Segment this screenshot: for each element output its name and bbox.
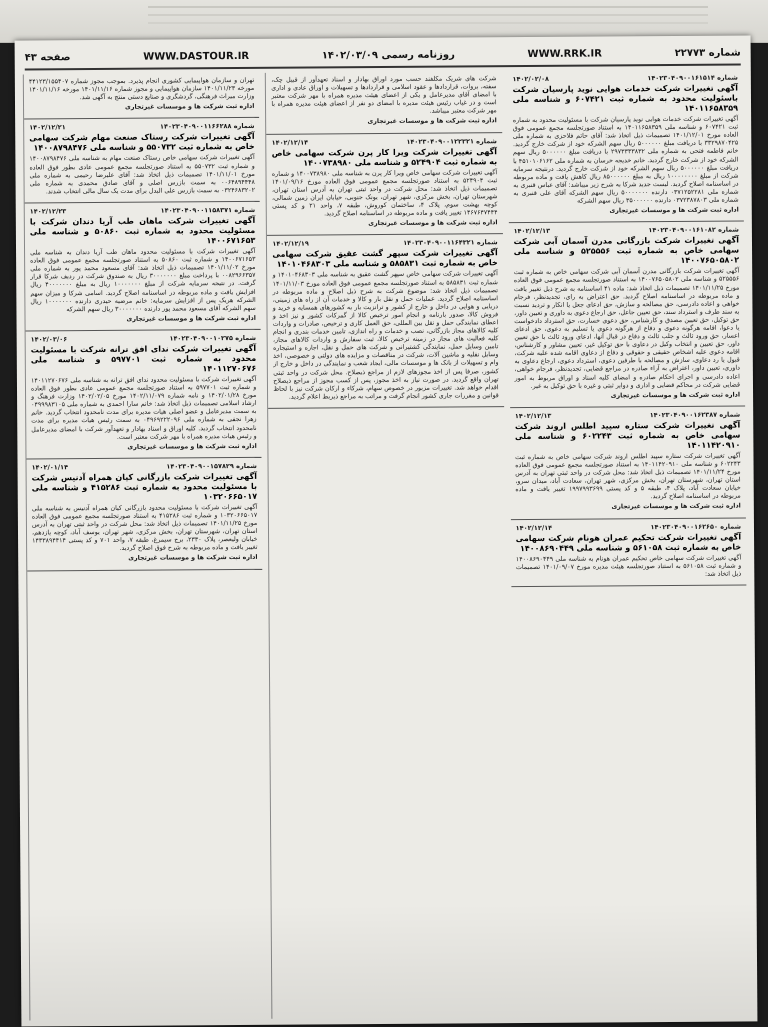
announcement	[507, 69, 743, 223]
announcement-title: آگهی تغییرات شرکت ندای افق ترانه شرکت با مسئولیت محدود به شماره ثبت ۵۹۷۷۰۱ و شناسه ملی ۱۴۰۱۱۲۷۰۶۷۶	[30, 343, 257, 374]
gazette-page	[15, 35, 758, 1026]
registry-office-signature: اداره ثبت شرکت ها و موسسات غیرتجاری	[126, 314, 256, 323]
announcement-body: شرکت های شریک مکلفند حسب مورد اوراق بهادار و اسناد تعهدآور از قبیل چک، سفته، بروات، قراردادها و عقود اسلامی و قراردادها و تسهیلات و اوراق عادی و اداری با امضای آقای مدیرعامل و یکی از اعضای هیئت مدیره همراه با مهر شرکت معتبر است و در غیاب رئیس هیئت مدیره با امضای دو نفر از اعضای هیئت مدیره همراه با مهر شرکت معتبر میباشد.	[271, 75, 497, 116]
announcement-meta	[514, 226, 739, 236]
announcement-meta	[29, 122, 254, 132]
announcement-body: آگهی تغییرات شرکت بازرگانی مدرن آسمان آبی شرکت سهامی خاص به شماره ثبت ۵۲۵۵۵۶ و شناسه ملی ۱۴۰۰۷۶۵۰۵۸۰۲ به استناد صورتجلسه مجمع عمومی فوق العاده مورخ ۱۴۰۱/۱۱/۲۵ تصمیمات ذیل اتخاذ شد: ماده ۴۱ اساسنامه به شرح ذیل تغییر یافت و ماده مربوطه در اساسنامه اصلاح گردید. حق اعتراض به رای، تجدیدنظر، فرجام خواهی و اعاده دادرسی، حق مصالحه و سازش، حق ادعای جعل یا انکار و تردید نسبت به سند طرف و استرداد سند، حق تعیین جاعل، حق ارجاع دعوی به داوری و تعیین داور، حق توکیل، حق تعیین مصدق و کارشناس، حق دعوی خسارت، حق استرداد دادخواست یا دعوا، اقامه هرگونه دعوی و دفاع از هرگونه دعوی یا تسلیم به دعوی، حق ادعای اعسار، حق ورود ثالث و جلب ثالث و دفاع در قبال آنها، ادعای ورود ثالث با حق تعیین داور، حق تعیین و انتخاب وکیل در دعاوی با حق توکیل غیر، تعیین مشاور و کارشناس، اقامه دعوی علیه اشخاص حقیقی و حقوقی و دفاع از دعاوی اقامه شده علیه شرکت، قبول یا رد دعاوی، سازش و مصالحه با طرفین دعوی، استرداد دعوی، ارجاع دعاوی به داوری، تعیین داور، اعتراض به آراء صادره در مراجع قضایی، تجدیدنظر، فرجام خواهی، اعاده دادرسی و اجرای احکام صادره و امضای کلیه اسناد و اوراق مربوط به امور قضایی شرکت در محاکم قضایی و اداری و دوایر ثبتی و غیره با حق توکیل به غیر.	[513, 267, 741, 390]
column-right	[507, 69, 749, 1017]
announcement-meta	[32, 462, 257, 472]
announcement-date: ۱۴۰۲/۱۲/۱۳	[514, 411, 552, 420]
issue-number: شماره ۲۲۷۷۳	[674, 47, 741, 59]
registry-office-signature: اداره ثبت شرکت ها و موسسات غیرتجاری	[127, 442, 257, 451]
announcement	[509, 222, 746, 408]
page-header	[25, 42, 741, 71]
announcement-number: شماره ۱۴۰۲۳۰۴۰۹۰۰۱۶۲۶۵۰	[650, 522, 742, 531]
announcement-number: شماره ۱۴۰۲۳۰۴۰۹۰۰۱۰۲۷۵	[169, 333, 257, 343]
announcement-number: شماره ۱۴۰۲۳۰۴۰۹۰۰۱۶۲۳۸۷	[649, 410, 741, 419]
announcement	[266, 71, 502, 134]
announcement-body: آگهی تغییرات شرکت سهامی خاص سپهر گشت عقیق به شناسه ملی ۱۴۰۱۰۴۶۸۳۰۳ و شماره ثبت ۵۸۵۸۳۱ به استناد صورتجلسه مجمع عمومی فوق العاده مورخ ۱۴۰۱/۱۱/۰۳ تصمیمات ذیل اتخاذ شد: موضوع شرکت به شرح ذیل اصلاح و ماده مربوطه در اساسنامه اصلاح گردید. عملیات حمل و نقل بار و کالا و خدمات آن از راه های زمینی، دریایی و هوایی در داخل و خارج از کشور و ترانزیت بار به کشورهای همسایه و خرید و فروش کالا، صدور بارنامه و انجام امور ترخیص کالا از گمرکات کشور و نیز اخذ و اعطای نمایندگی حمل و نقل بین المللی، حق العمل کاری و ترخیص، صادرات و واردات کلیه کالاهای مجاز بازرگانی، نصب و خدمات و راه اندازی، تامین خدمات بندری و انجام کلیه فعالیت های مجاز در زمینه ترخیص کالا، ثبت سفارش و واردات کالاهای مجاز، تامین وسایل حمل، نمایندگی کشتیرانی و شرکت های حمل و نقل، اجاره و استیجاره وسایل نقلیه و ماشین آلات، شرکت در مناقصات و مزایده های دولتی و خصوصی، اخذ وام و تسهیلات از بانک ها و موسسات مالی، ایجاد شعب و نمایندگی در داخل و خارج از کشور، صرفا پس از اخذ مجوزهای لازم از مراجع ذیصلاح. محل شرکت در واحد ثبتی تهران واقع گردید. در صورت نیاز به اخذ مجوز، پس از کسب مجوز از مراجع ذیصلاح اقدام خواهد شد. تغییرات مزبور در خصوص سهام، شرکاء و ارکان شرکت نیز با لحاظ قوانین و مقررات جاری کشور انجام گرفت و مراتب به مراجع ذیربط اعلام گردید.	[272, 270, 499, 401]
columns	[23, 69, 750, 1020]
announcement-number: شماره ۱۴۰۲۳۰۴۰۹۰۰۱۱۶۴۳۲۱	[403, 238, 498, 248]
page-number: صفحه ۴۳	[24, 51, 71, 64]
announcement-title: آگهی تغییرات شرکت خدمات هوایی نوید پارسیان شرکت باسئولیت محدود به شماره ثبت ۶۰۷۴۲۱ و شناسه ملی ۱۴۰۱۱۶۵۸۳۵۹	[512, 83, 739, 114]
announcement-date: ۱۴۰۲/۱۲/۲۱	[29, 123, 66, 132]
announcement-number: شماره ۱۴۰۲۳۰۴۰۹۰۰۱۶۱۰۸۲	[648, 225, 739, 235]
announcement-body: آگهی تغییرات شرکت سهامی خاص تحکیم عمران هونام به شناسه ملی ۱۴۰۰۸۶۹۰۴۴۹ و شماره ثبت ۵۶۱۰۵۸ به استناد صورتجلسه هیئت مدیره مورخ ۱۴۰۱/۰۹/۰۷ تصمیمات ذیل اتخاذ شد:	[515, 554, 742, 578]
announcement-title: آگهی تغییرات شرکت ستاره سپید اطلس اروند شرکت سهامی خاص به شماره ثبت ۶۰۲۲۴۳ و شناسه ملی ۱۴۰۱۱۴۲۰۹۱۰	[514, 420, 741, 450]
announcement	[27, 458, 263, 571]
announcement-date: ۱۴۰۲/۱۲/۱۹	[272, 239, 309, 249]
announcement	[24, 118, 260, 203]
site-url-left[interactable]: WWW.DASTOUR.IR	[143, 50, 250, 63]
announcement-number: شماره ۱۴۰۲۳۰۴۰۹۰۰۱۱۶۶۲۸۸	[160, 122, 255, 131]
announcement-date: ۱۴۰۲/۱۲/۱۴	[271, 138, 309, 147]
announcement-title: آگهی تغییرات شرکت بازرگانی کیان همراه آدنیس شرکت با مسئولیت محدود به شماره ثبت ۴۱۵۲۸۶ و شناسه ملی ۱۰۳۲۰۶۶۵۰۱۷	[31, 471, 258, 502]
announcement-meta	[516, 522, 741, 532]
registry-office-signature: اداره ثبت شرکت ها و موسسات غیرتجاری	[609, 206, 739, 215]
announcement-title: آگهی تغییرات شرکت رستاک صنعت مهام شرکت سهامی خاص به شماره ثبت ۵۵۰۷۳۲ و شناسه ملی ۱۴۰۰۸۷۹۸۴۷۶	[29, 132, 255, 153]
announcement-date: ۱۴۰۲/۰۱/۱۴	[31, 463, 69, 472]
announcement-number: شماره ۱۴۰۲۳۰۴۰۹۰۰۱۲۲۳۲۱	[406, 136, 497, 146]
announcement	[26, 330, 262, 460]
column-left	[23, 73, 266, 1021]
announcement-body: آگهی تغییرات شرکت با مسئولیت محدود ماهان طب آریا دندان به شناسه ملی ۱۴۰۰۶۷۱۶۵۳ و شماره ثبت ۵۰۸۶۰ به استناد صورتجلسه مجمع عمومی فوق العاده مورخ ۱۴۰۱/۱۱/۰۲ تصمیمات ذیل اتخاذ شد: آقای مسعود محمد پور به شماره ملی ۰۰۸۲۹۶۶۳۵۷ با پرداخت مبلغ ۳۰۰۰۰۰۰۰ ریال به صندوق شرکت در ردیف شرکا قرار گرفت. در نتیجه سرمایه شرکت از مبلغ ۱۰۰۰۰۰۰۰ ریال به مبلغ ۴۰۰۰۰۰۰۰ ریال افزایش یافت و ماده مربوطه در اساسنامه اصلاح گردید. اسامی شرکا و میزان سهم الشرکه هریک پس از افزایش سرمایه: خانم مرضیه حیدری دارنده ۱۰۰۰۰۰۰۰ ریال سهم الشرکه آقای مسعود محمد پور دارنده ۳۰۰۰۰۰۰۰ ریال سهم الشرکه	[30, 247, 256, 313]
announcement-title: آگهی تغییرات شرکت بازرگانی مدرن آسمان آبی شرکت سهامی خاص به شماره ثبت ۵۲۵۵۵۶ و شناسه ملی ۱۴۰۰۷۶۵۰۵۸۰۲	[513, 235, 740, 266]
announcement-meta	[30, 206, 255, 216]
registry-office-signature: اداره ثبت شرکت ها و موسسات غیرتجاری	[125, 103, 255, 112]
announcement-date: ۱۴۰۲/۰۳/۰۶	[30, 335, 68, 344]
announcement	[24, 73, 260, 120]
announcement-meta	[512, 74, 737, 84]
announcement-number: شماره ۱۴۰۲۳۰۴۰۹۰۰۱۶۱۵۱۴	[647, 73, 738, 83]
announcement	[267, 133, 503, 236]
announcement-body: آگهی تغییرات شرکت سهامی خاص رستاک صنعت مهام به شناسه ملی ۱۴۰۰۸۷۹۸۴۷۶ و شماره ثبت ۵۵۰۷۳۲ به استناد صورتجلسه مجمع عمومی عادی بطور فوق العاده مورخ ۱۴۰۱/۱۱/۰۱ تصمیمات ذیل اتخاذ شد: آقای علیرضا رحیمی به شماره ملی ۰۰۶۴۸۹۴۴۴۸ به سمت بازرس اصلی و آقای صادق محمدی به شماره ملی ۰۳۲۴۶۸۳۲۰۲ به سمت بازرس علی البدل برای مدت یک سال مالی انتخاب شدند.	[29, 154, 255, 196]
announcement-number: شماره ۱۴۰۲۳۰۴۰۹۰۰۱۱۵۸۳۷۱	[160, 205, 256, 215]
registry-office-signature: اداره ثبت شرکت ها و موسسات غیرتجاری	[610, 391, 741, 400]
announcement-meta	[515, 410, 740, 420]
registry-office-signature: اداره ثبت شرکت ها و موسسات غیرتجاری	[128, 554, 258, 563]
announcement	[25, 202, 261, 332]
announcement-meta	[272, 137, 497, 147]
announcement-date: ۱۴۰۲/۱۲/۱۴	[515, 523, 553, 532]
announcement-body: آگهی تغییرات شرکت سهامی خاص ویرا کار پرن به شناسه ملی ۱۴۰۰۷۳۸۹۸۰ و شماره ثبت ۵۲۴۹۰۴ به استناد صورتجلسه مجمع عمومی فوق العاده مورخ ۱۴۰۱/۰۹/۱۶ تصمیمات ذیل اتخاذ شد: محل شرکت در واحد ثبتی تهران به آدرس استان تهران، شهرستان تهران، بخش مرکزی، شهر تهران، یونک جنوبی، خیابان ایران زمین شمالی، کوچه بهشت سوم، پلاک ۴، ساختمان کوروش، طبقه ۷، واحد ۲۱ و کد پستی ۱۴۶۷۶۴۷۴۴۴ تغییر یافت و ماده مربوطه در اساسنامه اصلاح گردید.	[271, 168, 498, 218]
announcement-title: آگهی تغییرات شرکت سپهر گشت عقیق شرکت سهامی خاص به شماره ثبت ۵۸۵۸۳۱ و شناسه ملی ۱۴۰۱۰۴۶۸۳۰۳	[272, 248, 498, 270]
announcement-meta	[272, 239, 497, 249]
announcement	[267, 234, 504, 408]
announcement-title: آگهی تغییرات شرکت ماهان طب آریا دندان شرکت با مسئولیت محدود به شماره ثبت ۵۰۸۶۰ و شناسه ملی ۱۴۰۰۶۷۱۶۵۳	[29, 215, 256, 246]
announcement-title: آگهی تغییرات شرکت ویرا کار پرن شرکت سهامی خاص به شماره ثبت ۵۲۴۹۰۴ و شناسه ملی ۱۴۰۰۷۳۸۹۸۰	[271, 146, 498, 168]
announcement-date: ۱۴۰۲/۱۲/۲۳	[29, 207, 67, 216]
announcement-meta	[31, 334, 256, 344]
gazette-title: روزنامه رسمی ۱۴۰۲/۰۳/۰۹	[321, 49, 455, 61]
announcement	[511, 518, 747, 587]
announcement-body: آگهی تغییرات شرکت ستاره سپید اطلس اروند شرکت سهامی خاص به شماره ثبت ۶۰۲۲۴۳ و شناسه ملی ۱۴۰۱۱۴۲۰۹۱۰ به استناد صورتجلسه مجمع عمومی فوق العاده مورخ ۱۴۰۱/۱۱/۲۴ تصمیمات ذیل اتخاذ شد: محل شرکت در واحد ثبتی تهران به آدرس استان تهران، شهرستان تهران، بخش مرکزی، شهر تهران، سعادت آباد، میدان سرو، خیابان سعادت آباد، پلاک ۴، طبقه ۵ و کد پستی ۱۹۹۷۹۹۳۶۹۹ تغییر یافت و ماده مربوطه در اساسنامه اصلاح گردید.	[515, 452, 741, 501]
announcement-body: آگهی تغییرات شرکت با مسئولیت محدود بازرگانی کیان همراه آدنیس به شناسه ملی ۱۰۳۲۰۶۶۵۰۱۷ و شماره ثبت ۴۱۵۲۸۶ به استناد صورتجلسه مجمع عمومی فوق العاده مورخ ۱۴۰۱/۱۱/۲۵ تصمیمات ذیل اتخاذ شد: محل شرکت در واحد ثبتی تهران به آدرس استان تهران، شهرستان تهران، بخش مرکزی، شهر تهران، یوسف آباد، کوچه یازدهم، خیابان ولیعصر، پلاک ۲۳۳۰، برج سیمرغ، طبقه ۷، واحد ۷۰۱ و کد پستی ۱۴۳۳۸۹۴۴۱۴ تغییر یافت و ماده مربوطه به شرح فوق اصلاح گردید.	[31, 503, 258, 553]
registry-office-signature: اداره ثبت شرکت ها و موسسات غیرتجاری	[368, 219, 498, 228]
announcement-date: ۱۴۰۲/۰۲/۰۸	[512, 74, 550, 84]
announcement	[510, 406, 746, 519]
registry-office-signature: اداره ثبت شرکت ها و موسسات غیرتجاری	[367, 117, 497, 126]
announcement-date: ۱۴۰۲/۱۲/۱۳	[513, 227, 551, 236]
announcement-body: تهران و سازمان هواپیمایی کشوری انجام پذیرد. بموجب مجوز شماره ۴۴۱۲۳/۱۵۵۴۰۷ مورخه ۱۴۰۱/۱۱/۲۳ سازمان هواپیمایی و مجوز شماره ۱۴۰۱/۱۱/۱۶ مورخه ۱۴۰۱/۱۱/۱۶ وزارت میراث فرهنگی، گردشگری و صنایع دستی منتج به آگهی شد.	[28, 76, 255, 102]
announcement-number: شماره ۱۴۰۲۳۰۴۰۹۰۰۱۵۷۸۲۹	[166, 461, 257, 471]
announcement-title: آگهی تغییرات شرکت تحکیم عمران هونام شرکت سهامی خاص به شماره ثبت ۵۶۱۰۵۸ و شناسه ملی ۱۴۰۰۸۶۹۰۴۴۹	[515, 532, 742, 553]
column-middle	[265, 71, 508, 1019]
site-url-right[interactable]: WWW.RRK.IR	[527, 47, 603, 60]
announcement-body: آگهی تغییرات شرکت با مسئولیت محدود ندای افق ترانه به شناسه ملی ۱۴۰۱۱۲۷۰۶۷۶ و شماره ثبت ۵۹۷۷۰۱ به استناد صورتجلسه مجمع عمومی عادی بطور فوق العاده مورخ ۱۴۰۲/۰۱/۲۸ و نامه شماره ۱۴۰۲/۱۱/۰۷۹ مورخ ۱۴۰۲/۰۲/۰۵ وزارت فرهنگ و ارشاد اسلامی تصمیمات ذیل اتخاذ شد: خانم سارا احمدی به شماره ملی ۰۴۹۹۹۸۳۱۰۵ به سمت مدیرعامل و عضو اصلی هیات مدیره برای مدت نامحدود انتخاب گردید. خانم زهرا نجفی به شماره ملی ۰۴۹۶۹۲۲۲۰۹۶ به سمت رئیس هیات مدیره برای مدت نامحدود انتخاب گردید. کلیه اوراق و اسناد بهادار و تعهدآور شرکت با امضای مدیرعامل و رئیس هیات مدیره همراه با مهر شرکت معتبر است.	[30, 375, 257, 441]
registry-office-signature: اداره ثبت شرکت ها و موسسات غیرتجاری	[611, 502, 741, 511]
announcement-body: آگهی تغییرات شرکت خدمات هوایی نوید پارسیان شرکت با مسئولیت محدود به شماره ثبت ۶۰۷۴۲۱ و شناسه ملی ۱۴۰۱۱۶۵۸۳۵۹ به استناد صورتجلسه مجمع عمومی فوق العاده مورخ ۱۴۰۱/۱۲/۰۱ تصمیمات ذیل اتخاذ شد: آقای حاتم فلاحزی به شماره ملی ۳۳۲۹۸۷۰۴۲۵ با دریافت مبلغ ۵۰۰۰۰۰۰ ریال سهم الشرکه خود از شرکت خارج گردید. خانم فاطمه فتحی به شماره ملی ۲۹۷۳۳۳۳۸۳۲ با دریافت مبلغ ۵۰۰۰۰۰۰ ریال سهم الشرکه خود از شرکت خارج گردید. خانم خدیجه خرسان به شماره ملی ۴۵۱۰۱۰۶۱۶۲ با دریافت مبلغ ۵۰۰۰۰۰۰ ریال سهم الشرکه خود از شرکت خارج گردید. درنتیجه سرمایه شرکت از مبلغ ۱۰۰۰۰۰۰۰۰ ریال به مبلغ ۸۵۰۰۰۰۰۰ ریال کاهش یافت و ماده مربوطه در اساسنامه اصلاح گردید. لیست جدید شرکا به شرح زیر میباشد: آقای عباس قنبری به شماره ملی ۰۳۷۱۲۵۲۲۸۱ دارنده ۵۰۰۰۰۰۰۰ ریال سهم الشرکه آقای علی قنبری به شماره ملی ۰۳۷۲۳۸۷۸۰۳ دارنده ۳۵۰۰۰۰۰۰ ریال سهم الشرکه	[512, 115, 739, 205]
